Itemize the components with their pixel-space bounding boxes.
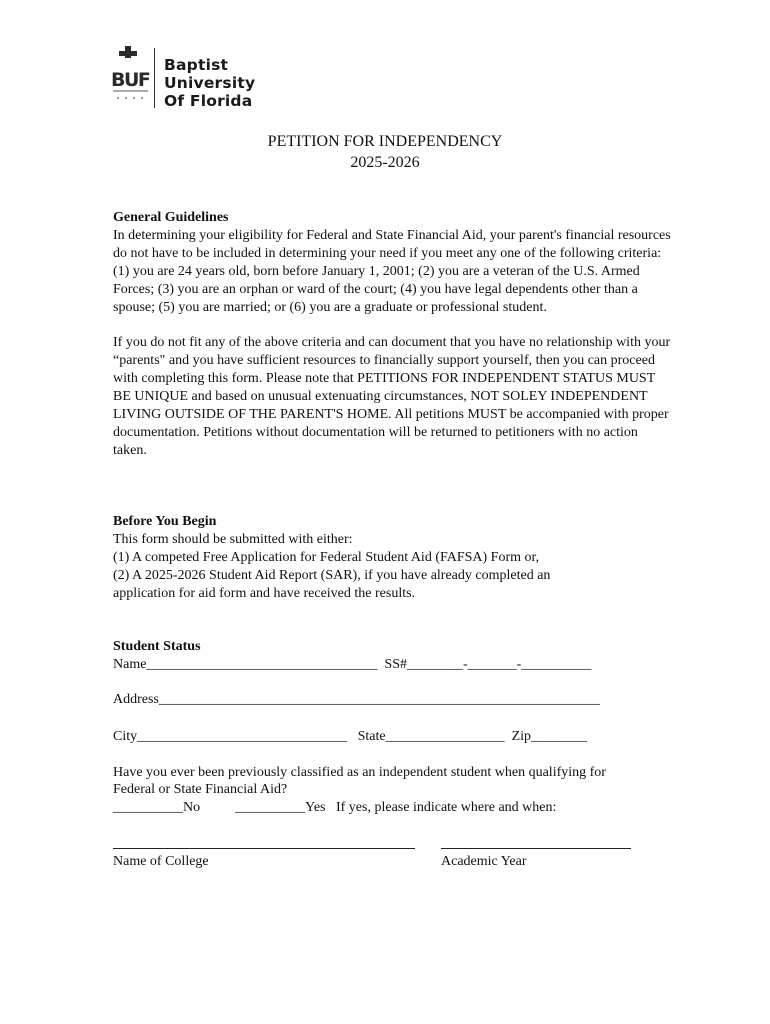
eligibility-paragraph: In determining your eligibility for Federal and State Financial Aid, your parent's financial resources do not have to be included in determining your need if you meet any one of the following criteria: (1) you are 24 years old, born before January 1, 2001; (2) you are a veteran of the U.S. Armed Forces; (3) you are an orphan or ward of the court; (4) you have legal dependents other than a spouse; (5) you are married; or (6) you are a graduate or professional student.: [113, 228, 671, 315]
college-name-blank[interactable]: [113, 848, 415, 849]
university-name-line1: Baptist University: [164, 56, 256, 92]
university-logo: [110, 44, 310, 108]
university-name: [164, 56, 310, 110]
yes-no-answer-field[interactable]: __________No __________Yes If yes, please indicate where and when:: [113, 800, 557, 815]
university-name-line2: Of Florida: [164, 92, 253, 110]
cross-logo-icon: [110, 44, 154, 104]
before-line2: (1) A competed Free Application for Federal Student Aid (FAFSA) Form or,: [113, 550, 540, 565]
title-line1: PETITION FOR INDEPENDENCY: [267, 133, 503, 150]
independent-question-line2: Federal or State Financial Aid?: [113, 782, 288, 797]
title-line2: 2025-2026: [350, 154, 420, 171]
before-line1: This form should be submitted with either:: [113, 532, 353, 547]
independent-question-line1: Have you ever been previously classified as an independent student when qualifying for: [113, 765, 606, 780]
general-guidelines-heading: General Guidelines: [113, 210, 229, 225]
before-line3: (2) A 2025-2026 Student Aid Report (SAR), if you have already completed an: [113, 568, 551, 583]
before-line4: application for aid form and have received the results.: [113, 586, 416, 601]
before-you-begin-heading: Before You Begin: [113, 514, 217, 529]
documentation-paragraph: If you do not fit any of the above criteria and can document that you have no relationship with your “parents" and you have sufficient resources to financially support yourself, then you can proceed with completing this form. Please note that PETITIONS FOR INDEPENDENT STATUS MUST BE UNIQUE and based on unusual extenuating circumstances, NOT SOLEY INDEPENDENT LIVING OUTSIDE OF THE PARENT'S HOME. All petitions MUST be accompanied with proper documentation. Petitions without documentation will be returned to petitioners with no action taken.: [113, 335, 671, 458]
address-field[interactable]: Address_______________________________________________________________: [113, 692, 600, 707]
logo-divider: [154, 48, 155, 108]
name-ssn-field[interactable]: Name_________________________________ SS#________-_______-__________: [113, 657, 592, 672]
logo-initials: BUF: [111, 69, 150, 91]
academic-year-blank[interactable]: [441, 848, 631, 849]
city-state-zip-field[interactable]: City______________________________ State_________________ Zip________: [113, 729, 588, 744]
before-you-begin-section: [113, 513, 673, 603]
student-status-heading: Student Status: [113, 639, 201, 654]
general-guidelines-section: [113, 209, 673, 460]
page-title: [0, 131, 770, 173]
college-name-label: Name of College: [113, 854, 209, 869]
academic-year-label: Academic Year: [441, 854, 527, 869]
